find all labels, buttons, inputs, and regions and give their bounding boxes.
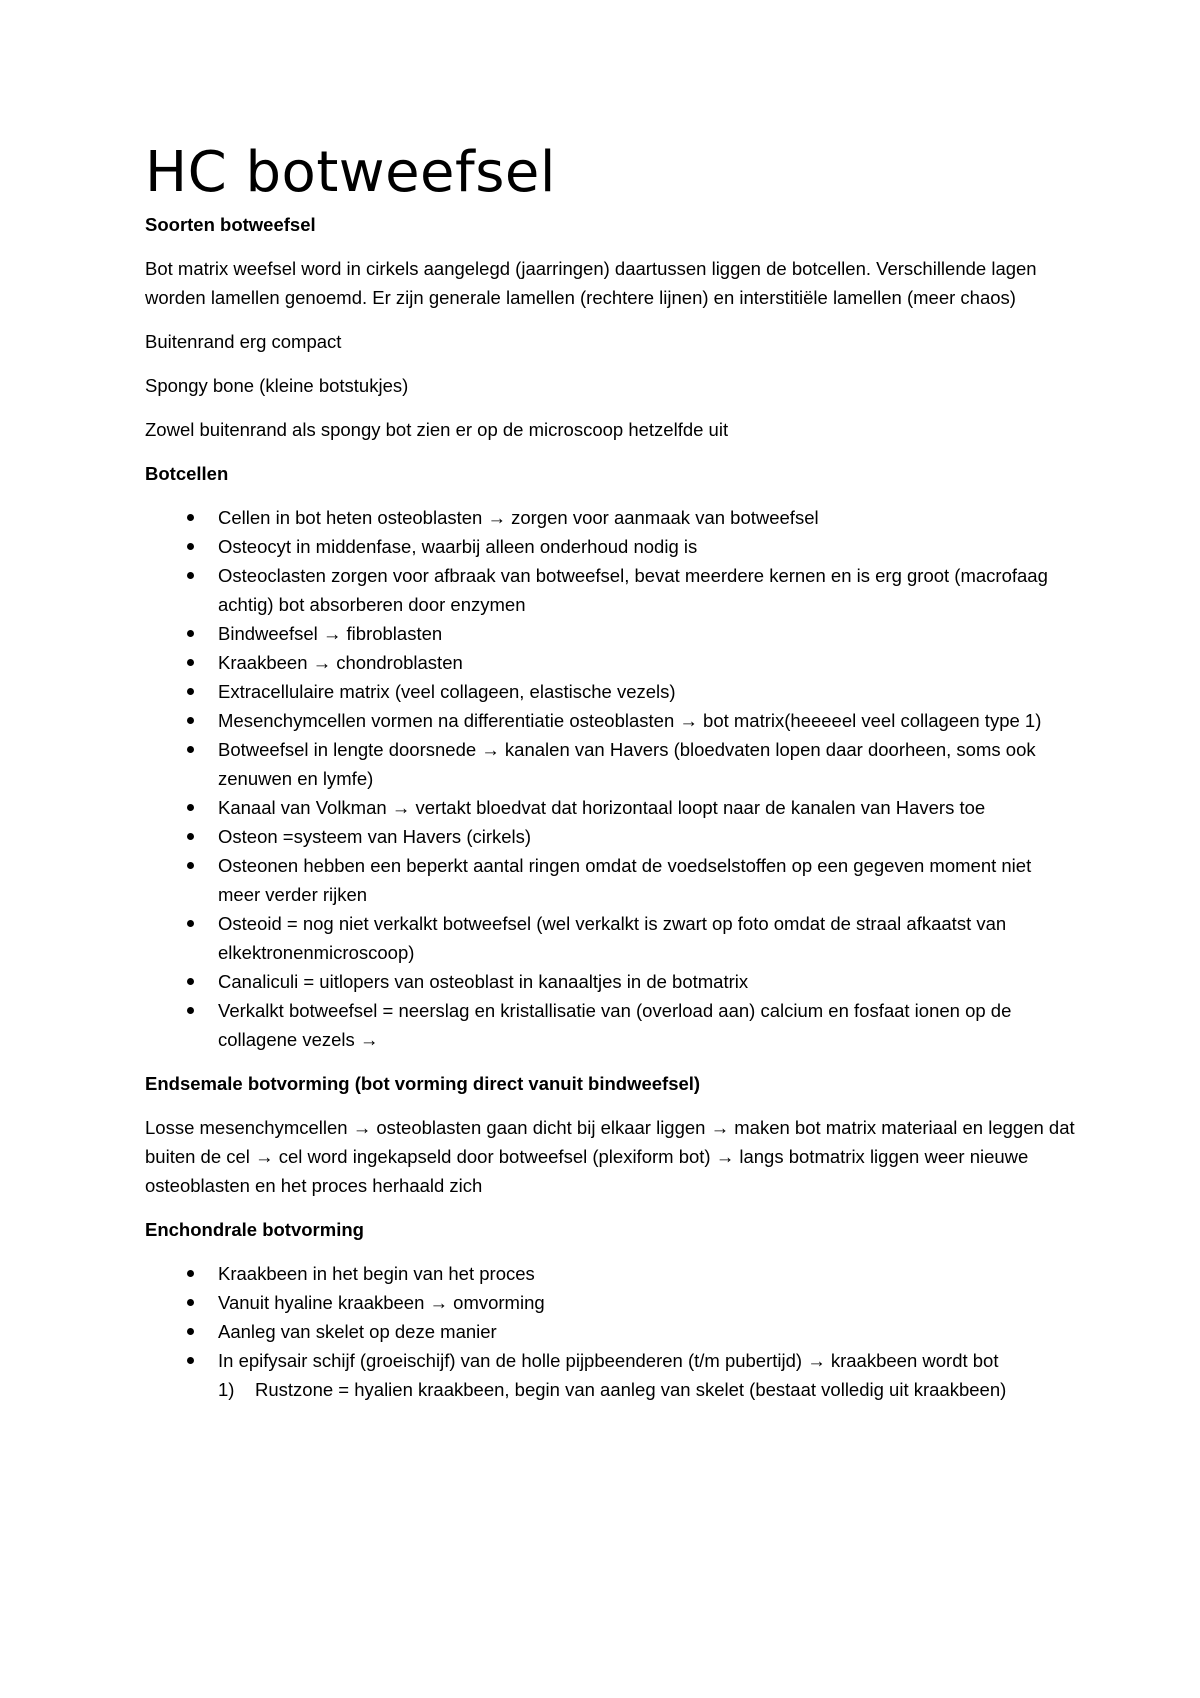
item-number: 1) [218,1379,235,1400]
bullet-icon [187,717,194,724]
list-item-text: Osteonen hebben een beperkt aantal ringen omdat de voedselstoffen op een gegeven moment niet meer verder rijken [218,855,1032,905]
paragraph-losse-mesenchymcellen: Losse mesenchymcellen → osteoblasten gaan dicht bij elkaar liggen → maken bot matrix materiaal en leggen dat buiten de cel → cel word ingekapseld door botweefsel (plexiform bot) → langs botmatrix liggen weer nieuwe osteoblasten en het proces herhaald zich [145,1117,1075,1196]
list-item-text: Osteoclasten zorgen voor afbraak van botweefsel, bevat meerdere kernen en is erg groot (macrofaag achtig) bot absorberen door enzymen [218,565,1048,615]
list-item-text: Extracellulaire matrix (veel collageen, elastische vezels) [218,681,676,702]
list-item [145,561,1075,619]
list-item-text: Bindweefsel → fibroblasten [218,623,443,644]
list-item-text: Osteoid = nog niet verkalkt botweefsel (wel verkalkt is zwart op foto omdat de straal afkaatst van elkektronenmicroscoop) [218,913,1007,963]
bullet-icon [187,543,194,550]
document-body [145,210,1075,1404]
list-item-text: Aanleg van skelet op deze manier [218,1321,497,1342]
list-item-text: Vanuit hyaline kraakbeen → omvorming [218,1292,545,1313]
numbered-item [145,1375,1075,1404]
list-item [145,1288,1075,1317]
list-item-text: Botweefsel in lengte doorsnede → kanalen van Havers (bloedvaten lopen daar doorheen, soms ook zenuwen en lymfe) [218,739,1036,789]
list-item [145,648,1075,677]
enchondrale-list [145,1259,1075,1375]
bullet-icon [187,1328,194,1335]
list-item-text: Verkalkt botweefsel = neerslag en kristallisatie van (overload aan) calcium en fosfaat ionen op de collagene vezels → [218,1000,1012,1050]
paragraph-buitenrand: Buitenrand erg compact [145,331,342,352]
list-item-text: Osteocyt in middenfase, waarbij alleen onderhoud nodig is [218,536,698,557]
bullet-icon [187,1299,194,1306]
document-title: HC botweefsel [145,140,556,205]
list-item-text: Mesenchymcellen vormen na differentiatie osteoblasten → bot matrix(heeeeel veel collageen type 1) [218,710,1042,731]
list-item [145,1259,1075,1288]
list-item [145,706,1075,735]
enchondrale-numbered-list [145,1375,1075,1404]
list-item [145,909,1075,967]
list-item [145,996,1075,1054]
heading-soorten-botweefsel: Soorten botweefsel [145,214,316,235]
list-item-text: Osteon =systeem van Havers (cirkels) [218,826,532,847]
list-item-text: Kraakbeen → chondroblasten [218,652,463,673]
bullet-icon [187,978,194,985]
bullet-icon [187,920,194,927]
paragraph-bot-matrix: Bot matrix weefsel word in cirkels aangelegd (jaarringen) daartussen liggen de botcellen. Verschillende lagen worden lamellen genoemd. Er zijn generale lamellen (rechtere lijnen) en interstitiële lamellen (meer chaos) [145,258,1037,308]
paragraph-zowel-buitenrand: Zowel buitenrand als spongy bot zien er op de microscoop hetzelfde uit [145,419,729,440]
list-item [145,1317,1075,1346]
list-item [145,822,1075,851]
bullet-icon [187,514,194,521]
list-item [145,851,1075,909]
bullet-icon [187,1357,194,1364]
list-item [145,619,1075,648]
bullet-icon [187,1270,194,1277]
bullet-icon [187,1007,194,1014]
list-item [145,793,1075,822]
bullet-icon [187,746,194,753]
list-item-text: Kanaal van Volkman → vertakt bloedvat dat horizontaal loopt naar de kanalen van Havers toe [218,797,986,818]
bullet-icon [187,833,194,840]
list-item [145,503,1075,532]
bullet-icon [187,572,194,579]
botcellen-list [145,503,1075,1054]
bullet-icon [187,688,194,695]
list-item [145,677,1075,706]
list-item-text: Kraakbeen in het begin van het proces [218,1263,535,1284]
list-item [145,967,1075,996]
numbered-item-text: Rustzone = hyalien kraakbeen, begin van aanleg van skelet (bestaat volledig uit kraakbeen) [255,1379,1007,1400]
heading-endsemale-botvorming: Endsemale botvorming (bot vorming direct vanuit bindweefsel) [145,1073,701,1094]
bullet-icon [187,804,194,811]
heading-botcellen: Botcellen [145,463,229,484]
list-item-text: Canaliculi = uitlopers van osteoblast in kanaaltjes in de botmatrix [218,971,749,992]
paragraph-spongy-bone: Spongy bone (kleine botstukjes) [145,375,409,396]
bullet-icon [187,630,194,637]
heading-enchondrale-botvorming: Enchondrale botvorming [145,1219,364,1240]
list-item-text: Cellen in bot heten osteoblasten → zorgen voor aanmaak van botweefsel [218,507,819,528]
bullet-icon [187,862,194,869]
list-item-text: In epifysair schijf (groeischijf) van de holle pijpbeenderen (t/m pubertijd) → kraakbeen wordt bot [218,1350,999,1371]
list-item [145,1346,1075,1375]
list-item [145,532,1075,561]
bullet-icon [187,659,194,666]
list-item [145,735,1075,793]
